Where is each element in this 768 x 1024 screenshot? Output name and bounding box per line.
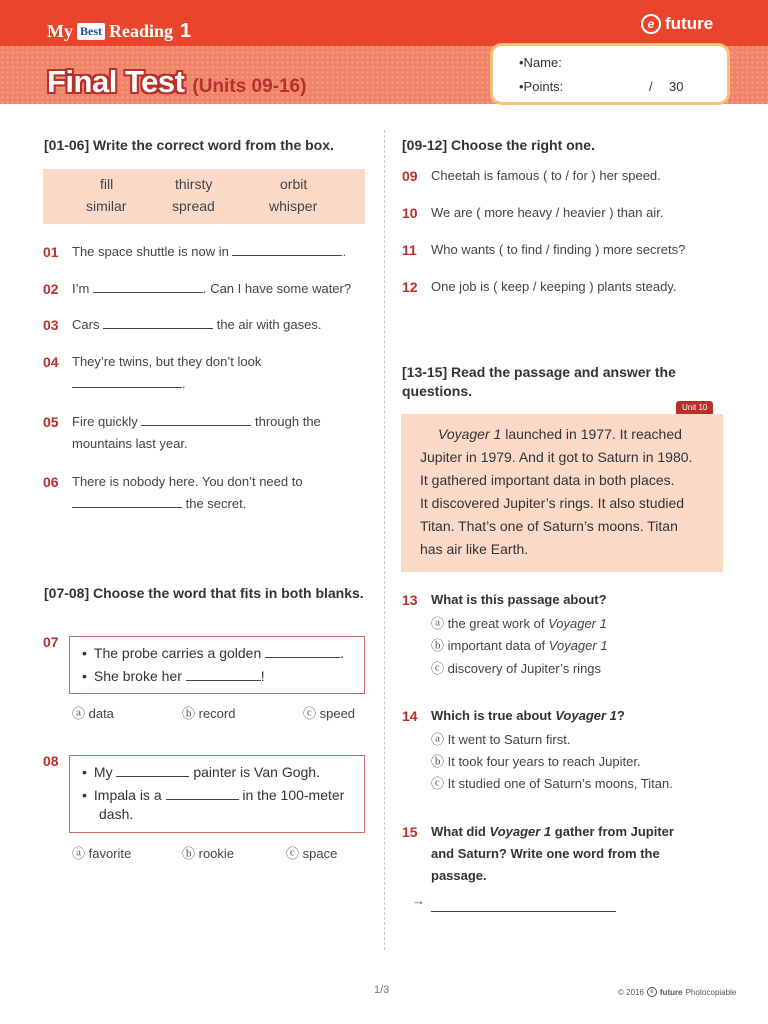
q05-blank[interactable] <box>141 412 251 426</box>
q05-text-c: mountains last year. <box>72 436 188 451</box>
q06-text-b: the secret. <box>185 496 247 511</box>
q02-number: 02 <box>43 281 59 297</box>
q03-text <box>72 314 321 336</box>
word-fill: fill <box>100 176 114 192</box>
q04-blank[interactable] <box>72 374 182 388</box>
q15-question-b: gather from Jupiter <box>551 824 674 839</box>
q15-question-italic: Voyager 1 <box>489 824 552 839</box>
copyright <box>618 987 736 997</box>
page-title <box>47 64 306 100</box>
q15-question-a: What did <box>431 824 490 839</box>
word-orbit: orbit <box>280 176 308 192</box>
q13-option-c[interactable]: ⓒ discovery of Jupiter’s rings <box>431 661 602 676</box>
q13-option-b-italic: Voyager 1 <box>548 638 608 653</box>
q14-question-italic: Voyager 1 <box>555 708 617 723</box>
q08-blank2[interactable] <box>166 786 239 800</box>
q07-line2-end: ! <box>260 668 265 684</box>
q08-line1-b: painter is Van Gogh. <box>193 764 320 780</box>
copyright-year: © 2016 <box>618 987 644 997</box>
passage-line2: Jupiter in 1979. And it got to Saturn in 1980. <box>420 449 693 465</box>
q13-option-a[interactable] <box>431 613 607 635</box>
q08-line2 <box>82 785 344 805</box>
q08-line2-a: Impala is a <box>93 787 162 803</box>
q11-number: 11 <box>402 242 417 258</box>
q14-question-a: Which is true about <box>431 708 556 723</box>
q02-blank[interactable] <box>93 279 203 293</box>
q03-text-a: Cars <box>72 317 100 332</box>
q14-option-c[interactable]: ⓒ It studied one of Saturn’s moons, Titan. <box>431 776 673 791</box>
q05-text-a: Fire quickly <box>72 414 138 429</box>
q07-choice-a[interactable]: ⓐ data <box>72 706 114 721</box>
q08-number: 08 <box>43 753 59 769</box>
q04-text-b: . <box>182 376 186 391</box>
q14-number: 14 <box>402 708 418 724</box>
q06-text-a: There is nobody here. You don’t need to <box>72 474 303 489</box>
q09-text: Cheetah is famous ( to / for ) her speed. <box>431 168 661 183</box>
copyright-photocopiable: Photocopiable <box>685 987 737 997</box>
q08-choice-c[interactable]: ⓒ space <box>286 846 338 861</box>
q14-question <box>431 705 625 727</box>
q15-question <box>431 821 674 887</box>
q07-line1 <box>82 643 344 663</box>
q06-number: 06 <box>43 474 59 490</box>
q01-text <box>72 241 346 263</box>
passage-line5: Titan. That’s one of Saturn’s moons. Titan <box>420 518 678 534</box>
q08-line1-a: My <box>93 764 113 780</box>
word-whisper: whisper <box>269 198 318 214</box>
q06-blank[interactable] <box>72 494 182 508</box>
passage-line3: It gathered important data in both places. <box>420 472 675 488</box>
q07-line1-end: . <box>340 645 345 661</box>
title-main: Final Test <box>47 64 185 99</box>
brand-level: 1 <box>180 20 192 42</box>
q03-text-b: the air with gases. <box>216 317 322 332</box>
passage-line6: has air like Earth. <box>420 541 529 557</box>
q01-text-b: . <box>342 244 347 259</box>
section-01-06-title: [01-06] Write the correct word from the box. <box>44 137 334 153</box>
title-units: (Units 09-16) <box>192 76 307 97</box>
section-09-12-title: [09-12] Choose the right one. <box>402 137 595 153</box>
section-07-08-title: [07-08] Choose the word that fits in both blanks. <box>44 585 364 601</box>
word-similar: similar <box>86 198 127 214</box>
q07-blank1[interactable] <box>265 644 340 658</box>
arrow-right-icon: → <box>412 893 425 908</box>
q02-text <box>72 278 351 300</box>
q10-number: 10 <box>402 205 418 221</box>
q05-text-b: through the <box>255 414 321 429</box>
q01-blank[interactable] <box>232 242 342 256</box>
page-number: 1/3 <box>374 984 390 996</box>
q14-option-a[interactable]: ⓐ It went to Saturn first. <box>431 732 571 747</box>
q13-option-b-text: ⓑ important data of <box>431 638 549 653</box>
q11-text: Who wants ( to find / finding ) more secrets? <box>431 242 686 257</box>
q08-sentence-box <box>69 755 365 833</box>
q07-line1-text: The probe carries a golden <box>93 645 262 661</box>
q07-line2 <box>82 666 265 686</box>
q04-text <box>72 351 261 395</box>
q12-number: 12 <box>402 279 418 295</box>
unit-tag: Unit 10 <box>676 401 713 414</box>
q07-choice-c[interactable]: ⓒ speed <box>303 706 356 721</box>
word-thirsty: thirsty <box>175 176 213 192</box>
q07-sentence-box <box>69 636 365 694</box>
word-box <box>43 169 365 224</box>
q03-number: 03 <box>43 317 59 333</box>
passage-line1 <box>420 423 707 446</box>
copyright-brand: future <box>659 987 683 997</box>
passage-line4: It discovered Jupiter’s rings. It also studied <box>420 495 685 511</box>
q07-line2-text: She broke her <box>93 668 182 684</box>
q15-answer-blank[interactable] <box>431 898 616 912</box>
section-13-15-title: [13-15] Read the passage and answer the questions. <box>402 364 676 399</box>
points-label: •Points: <box>519 79 564 94</box>
q01-text-a: The space shuttle is now in <box>72 244 229 259</box>
q13-option-a-text: ⓐ the great work of <box>431 616 549 631</box>
passage-line1-rest: launched in 1977. It reached <box>501 426 682 442</box>
name-label: •Name: <box>519 55 562 70</box>
q07-blank2[interactable] <box>186 667 261 681</box>
q03-blank[interactable] <box>103 315 213 329</box>
q13-question: What is this passage about? <box>431 592 607 607</box>
q01-number: 01 <box>43 244 59 260</box>
passage-title-italic: Voyager 1 <box>438 426 502 442</box>
q08-line1 <box>82 762 320 782</box>
q05-number: 05 <box>43 414 59 430</box>
q04-number: 04 <box>43 354 59 370</box>
brand-my: My <box>47 21 73 41</box>
q15-number: 15 <box>402 824 418 840</box>
q05-text <box>72 411 321 455</box>
q08-choice-b[interactable]: ⓑ rookie <box>182 846 235 861</box>
q14-option-b[interactable]: ⓑ It took four years to reach Jupiter. <box>431 754 641 769</box>
q10-text: We are ( more heavy / heavier ) than air. <box>431 205 664 220</box>
column-divider <box>384 130 385 950</box>
q08-line2-b: in the 100-meter <box>242 787 345 803</box>
q13-option-b[interactable] <box>431 635 608 657</box>
reading-passage <box>401 414 723 572</box>
q12-text: One job is ( keep / keeping ) plants steady. <box>431 279 677 294</box>
word-spread: spread <box>172 198 215 214</box>
q14-question-b: ? <box>616 708 625 723</box>
q08-line2-c: dash. <box>99 806 134 822</box>
q09-number: 09 <box>402 168 418 184</box>
q04-text-a: They’re twins, but they don’t look <box>72 354 262 369</box>
points-slash: / <box>649 79 653 94</box>
brand-best: Best <box>77 23 105 40</box>
q15-question-line3: passage. <box>431 868 487 883</box>
q02-text-b: . Can I have some water? <box>202 281 352 296</box>
q08-choice-a[interactable]: ⓐ favorite <box>72 846 132 861</box>
q07-number: 07 <box>43 634 59 650</box>
q08-blank1[interactable] <box>116 763 189 777</box>
efuture-text: future <box>665 14 714 33</box>
q06-text <box>72 471 303 515</box>
efuture-small-icon: e <box>647 987 657 997</box>
q07-choice-b[interactable]: ⓑ record <box>182 706 236 721</box>
brand-reading: Reading <box>109 21 174 41</box>
brand-logo <box>47 20 191 43</box>
q15-question-line2: and Saturn? Write one word from the <box>431 846 660 861</box>
q13-option-a-italic: Voyager 1 <box>548 616 607 631</box>
efuture-icon: e <box>641 14 661 34</box>
student-info-box <box>490 43 730 105</box>
points-total: 30 <box>669 79 684 94</box>
q02-text-a: I’m <box>72 281 90 296</box>
q13-number: 13 <box>402 592 418 608</box>
efuture-logo <box>641 14 713 34</box>
